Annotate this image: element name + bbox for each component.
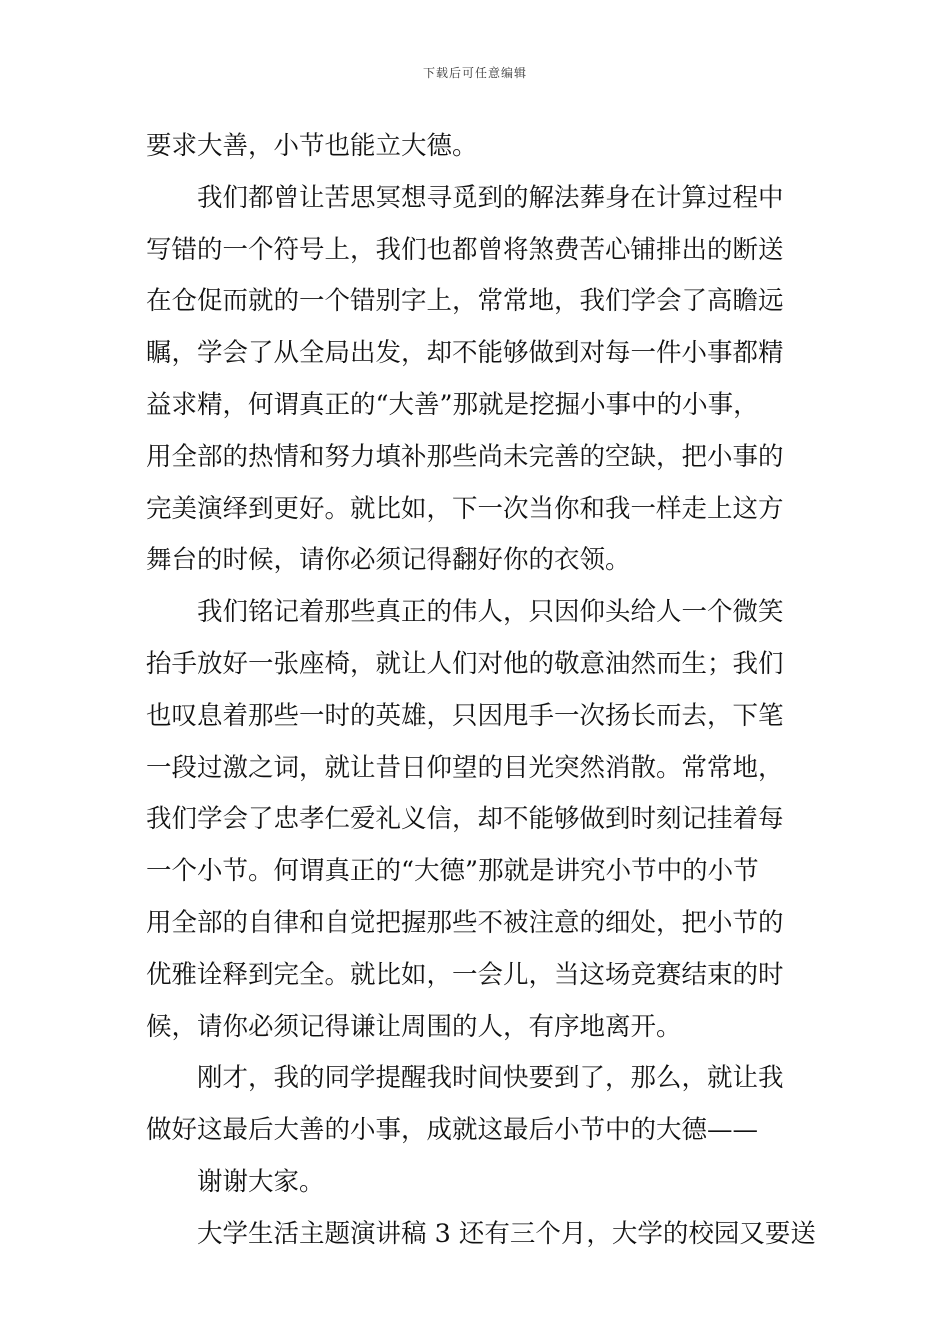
text-line: 益求精，何谓真正的“大善”那就是挖掘小事中的小事， <box>146 389 759 420</box>
document-body <box>146 126 816 1266</box>
text-line: 完美演绎到更好。就比如，下一次当你和我一样走上这方 <box>146 493 784 524</box>
text-line: 瞩，学会了从全局出发，却不能够做到对每一件小事都精 <box>146 338 784 369</box>
text-line: 用全部的热情和努力填补那些尚未完善的空缺，把小事的 <box>146 441 784 472</box>
text-line: 在仓促而就的一个错别字上，常常地，我们学会了高瞻远 <box>146 286 784 317</box>
text-line: 要求大善，小节也能立大德。 <box>146 131 478 161</box>
text-line: 用全部的自律和自觉把握那些不被注意的细处，把小节的 <box>146 907 784 938</box>
text-line: 我们学会了忠孝仁爱礼义信，却不能够做到时刻记挂着每 <box>146 804 784 835</box>
text-line: 候，请你必须记得谦让周围的人，有序地离开。 <box>146 1011 682 1042</box>
text-line: 谢谢大家。 <box>197 1166 325 1197</box>
text-line: 我们都曾让苦思冥想寻觅到的解法葬身在计算过程中 <box>197 182 784 213</box>
text-line: 刚才，我的同学提醒我时间快要到了，那么，就让我 <box>197 1063 784 1094</box>
text-line: 抬手放好一张座椅，就让人们对他的敬意油然而生；我们 <box>146 648 784 679</box>
text-line: 大学生活主题演讲稿 3 还有三个月，大学的校园又要送 <box>197 1218 816 1249</box>
text-line: 写错的一个符号上，我们也都曾将煞费苦心铺排出的断送 <box>146 234 784 265</box>
page-header: 下载后可任意编辑 <box>422 66 527 80</box>
text-line: 舞台的时候，请你必须记得翻好你的衣领。 <box>146 545 631 576</box>
text-line: 一个小节。何谓真正的“大德”那就是讲究小节中的小节 <box>146 856 759 887</box>
text-line: 也叹息着那些一时的英雄，只因甩手一次扬长而去，下笔 <box>146 700 784 731</box>
text-line: 优雅诠释到完全。就比如，一会儿，当这场竞赛结束的时 <box>146 959 784 990</box>
text-line: 做好这最后大善的小事，成就这最后小节中的大德—— <box>146 1115 759 1146</box>
text-line: 一段过激之词，就让昔日仰望的目光突然消散。常常地， <box>146 752 784 783</box>
text-line: 我们铭记着那些真正的伟人，只因仰头给人一个微笑 <box>197 597 784 628</box>
